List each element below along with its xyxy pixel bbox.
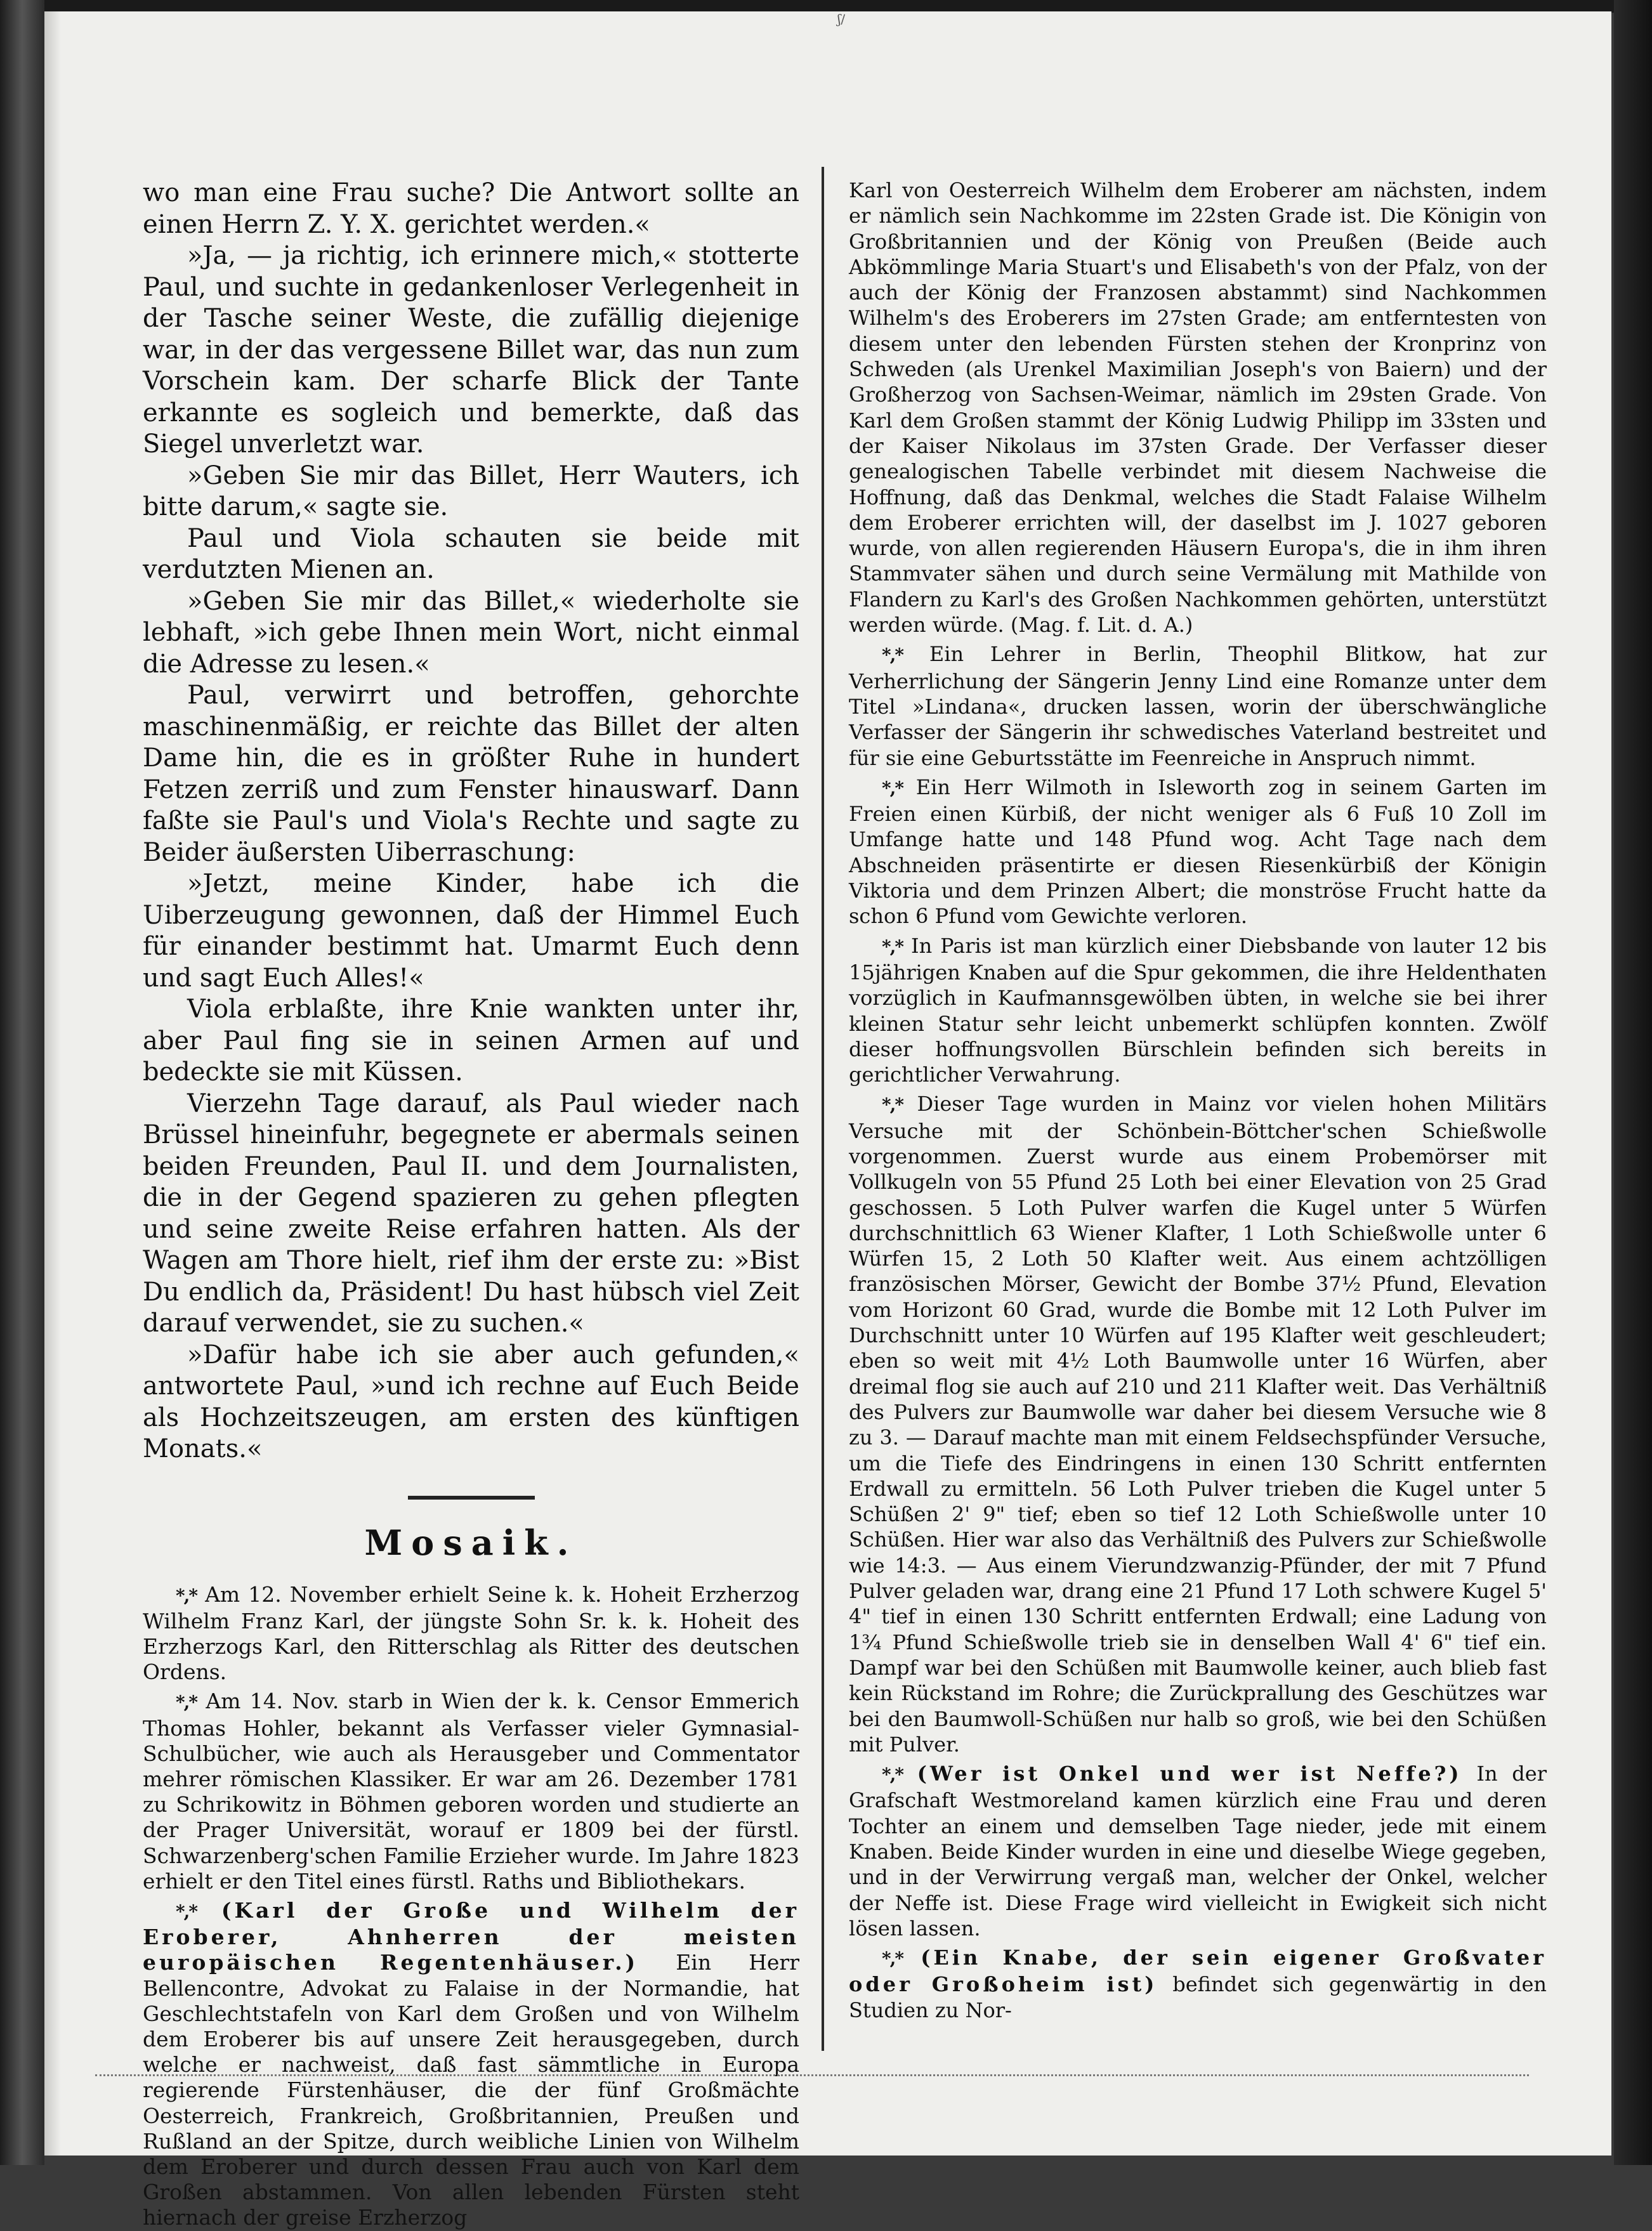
newspaper-page <box>44 11 1611 2230</box>
news-item-text: Ein Lehrer in Berlin, Theophil Blitkow, hat zur Verherrlichung der Sängerin Jenny Lind eine Romanze unter dem Titel »Lindana«, drucken lassen, worin der überschwängliche Verfasser der Sängerin ihr schwedisches Vaterland bestreitet und für sie eine Geburtsstätte im Feenreiche in Anspruch nimmt. <box>849 642 1547 770</box>
story-continuation <box>143 178 799 1465</box>
top-margin-note: ʃ/ <box>837 11 846 27</box>
news-item-heading: (Karl der Große und Wilhelm der Eroberer, Ahnherren der meisten europäischen Regentenhäuser.) <box>143 1897 799 1975</box>
news-item-text: In Paris ist man kürzlich einer Diebsbande von lauter 12 bis 15jährigen Knaben auf die Spur gekommen, die ihre Heldenthaten vorzüglich in Kaufmannsgewölben übten, in welche sie bei ihrer kleinen Statur sehr leicht unbemerkt schlüpfen konnten. Zwölf dieser hoffnungsvollen Bürschlein befinden sich bereits in gerichtlicher Verwahrung. <box>849 933 1547 1087</box>
story-paragraph: »Dafür habe ich sie aber auch gefunden,« antwortete Paul, »und ich rechne auf Euch Beide als Hochzeitszeugen, am ersten des künftigen Monats.« <box>143 1340 799 1463</box>
mosaic-news <box>143 1582 799 2231</box>
asterism-icon: *,* <box>176 1901 197 1922</box>
story-paragraph: Paul und Viola schauten sie beide mit verdutzten Mienen an. <box>143 523 799 584</box>
news-item-heading: (Wer ist Onkel und wer ist Neffe?) <box>917 1762 1462 1786</box>
news-item <box>849 178 1547 638</box>
asterism-icon: *,* <box>882 1094 903 1116</box>
news-item <box>849 1761 1547 1941</box>
news-item-text: In der Grafschaft Westmoreland kamen kürzlich eine Frau und deren Tochter an einem und demselben Tage nieder, jede mit einem Knaben. Beide Kinder wurden in eine und dieselbe Wiege gegeben, und in der Verwirrung vergaß man, welcher der Onkel, welcher der Neffe ist. Diese Frage wird vielleicht in Ewigkeit sich nicht lösen lassen. <box>849 1762 1547 1940</box>
news-item <box>849 1945 1547 2023</box>
news-item <box>849 933 1547 1088</box>
news-item-text: Am 14. Nov. starb in Wien der k. k. Censor Emmerich Thomas Hohler, bekannt als Verfasser vieler Gymnasial-Schulbücher, wie auch als Herausgeber und Commentator mehrer römischen Klassiker. Er war am 26. Dezember 1781 zu Schrikowitz in Böhmen geboren worden und studierte an der Prager Universität, worauf er 1809 bei der fürstl. Schwarzenberg'schen Familie Erzieher wurde. Im Jahre 1823 erhielt er den Titel eines fürstl. Raths und Bibliothekars. <box>143 1689 799 1894</box>
right-column <box>849 178 1547 2023</box>
story-paragraph: »Jetzt, meine Kinder, habe ich die Uiberzeugung gewonnen, daß der Himmel Euch für einander bestimmt hat. Umarmt Euch denn und sagt Euch Alles!« <box>143 869 799 993</box>
asterism-icon: *,* <box>882 1948 903 1970</box>
section-divider <box>408 1496 535 1500</box>
bottom-dotted-border <box>95 2074 1529 2077</box>
column-rule <box>822 167 824 2051</box>
news-item-text: Am 12. November erhielt Seine k. k. Hoheit Erzherzog Wilhelm Franz Karl, der jüngste Sohn Sr. k. k. Hoheit des Erzherzogs Karl, den Ritterschlag als Ritter des deutschen Ordens. <box>143 1581 799 1685</box>
scan-binding-shadow <box>0 0 44 2165</box>
asterism-icon: *,* <box>176 1692 197 1713</box>
news-item <box>143 1898 799 2231</box>
news-item-text: Ein Herr Bellencontre, Advokat zu Falaise in der Normandie, hat Geschlechtstafeln von Karl dem Großen und von Wilhelm dem Eroberer bis auf unsere Zeit herausgegeben, durch welche er nachweist, daß fast sämmtliche in Europa regierende Fürstenhäuser, die der fünf Großmächte Oesterreich, Frankreich, Großbritannien, Preußen und Rußland an der Spitze, durch weibliche Linien von Wilhelm dem Eroberer und durch dessen Frau auch von Karl dem Großen abstammen. Von allen lebenden Fürsten steht hiernach der greise Erzherzog <box>143 1950 799 2230</box>
news-item <box>849 775 1547 929</box>
news-item-text: befindet sich gegenwärtig in den Studien zu Nor- <box>849 1972 1547 2022</box>
story-paragraph: »Geben Sie mir das Billet, Herr Wauters, ich bitte darum,« sagte sie. <box>143 461 799 521</box>
page-gutter-shading <box>44 11 61 2156</box>
news-item-text: Karl von Oesterreich Wilhelm dem Eroberer am nächsten, indem er nämlich sein Nachkomme im 22sten Grade ist. Die Königin von Großbritannien und der König von Preußen (Beide auch Abkömmlinge Maria Stuart's und Elisabeth's von der Pfalz, von der auch der König der Franzosen abstammt) sind Nachkommen Wilhelm's des Eroberers im 27sten Grade; am entferntesten von diesem unter den lebenden Fürsten stehen der Kronprinz von Schweden (als Urenkel Maximilian Joseph's von Baiern) und der Großherzog von Sachsen-Weimar, nämlich im 29sten Grade. Von Karl dem Großen stammt der König Ludwig Philipp im 33sten und der Kaiser Nikolaus im 37sten Grade. Der Verfasser dieser genealogischen Tabelle verbindet mit diesem Nachweise die Hoffnung, daß das Denkmal, welches die Stadt Falaise Wilhelm dem Eroberer errichten will, der daselbst im J. 1027 geboren wurde, von allen regierenden Häusern Europa's, die in ihm ihren Stammvater sähen und durch seine Vermälung mit Mathilde von Flandern zu Karl's des Großen Nachkommen gehörten, unterstützt werden würde. (Mag. f. Lit. d. A.) <box>849 178 1547 638</box>
story-paragraph: wo man eine Frau suche? Die Antwort sollte an einen Herrn Z. Y. X. gerichtet werden.« <box>143 178 799 239</box>
story-paragraph: Viola erblaßte, ihre Knie wankten unter ihr, aber Paul fing sie in seinen Armen auf und bedeckte sie mit Küssen. <box>143 995 799 1087</box>
story-paragraph: Vierzehn Tage darauf, als Paul wieder nach Brüssel hineinfuhr, begegnete er abermals seinen beiden Freunden, Paul II. und dem Journalisten, die in der Gegend spazieren zu gehen pflegten und seine zweite Reise erfahren hatten. Als der Wagen am Thore hielt, rief ihm der erste zu: »Bist Du endlich da, Präsident! Du hast hübsch viel Zeit darauf verwendet, sie zu suchen.« <box>143 1089 799 1338</box>
news-item <box>849 641 1547 770</box>
scan-top-edge <box>0 0 1652 13</box>
news-item-heading: (Ein Knabe, der sein eigener Großvater oder Großoheim ist) <box>849 1946 1547 1997</box>
asterism-icon: *,* <box>882 1764 903 1786</box>
news-item-text: Ein Herr Wilmoth in Isleworth zog in seinem Garten im Freien einen Kürbiß, der nicht weniger als 6 Fuß 10 Zoll im Umfange hatte und 148 Pfund wog. Acht Tage nach dem Abschneiden präsentirte er diesen Riesenkürbiß der Königin Viktoria und dem Prinzen Albert; die monströse Frucht hatte da schon 6 Pfund vom Gewichte verloren. <box>849 775 1547 929</box>
left-column <box>143 178 799 2231</box>
asterism-icon: *,* <box>882 777 903 799</box>
section-title-mosaik: Mosaik. <box>364 1522 578 1563</box>
asterism-icon: *,* <box>882 936 903 957</box>
story-paragraph: »Geben Sie mir das Billet,« wiederholte sie lebhaft, »ich gebe Ihnen mein Wort, nicht einmal die Adresse zu lesen.« <box>143 586 799 679</box>
asterism-icon: *,* <box>882 644 903 666</box>
news-item <box>143 1582 799 1685</box>
asterism-icon: *,* <box>176 1585 197 1606</box>
scan-right-edge <box>1614 0 1652 2165</box>
news-item-text: Dieser Tage wurden in Mainz vor vielen hohen Militärs Versuche mit der Schönbein-Böttcher'schen Schießwolle vorgenommen. Zuerst wurde aus einem Probemörser mit Vollkugeln von 55 Pfund 25 Loth bei einer Elevation von 25 Grad geschossen. 5 Loth Pulver warfen die Kugel unter 5 Würfen durchschnittlich 63 Wiener Klafter, 1 Loth Schießwolle unter 6 Würfen 15, 2 Loth 50 Klafter weit. Aus einem achtzölligen französischen Mörser, Gewicht der Bombe 37½ Pfund, Elevation vom Horizont 60 Grad, wurde die Bombe mit 12 Loth Pulver im Durchschnitt unter 10 Würfen auf 195 Klafter weit geschleudert; eben so weit mit 4½ Loth Baumwolle unter 16 Würfen, aber dreimal flog sie auch auf 210 und 211 Klafter weit. Das Verhältniß des Pulvers zur Baumwolle war daher bei diesem Versuche wie 8 zu 3. — Darauf machte man mit einem Feldsechspfünder Versuche, um die Tiefe des Eindringens in einen 130 Schritt entfernten Erdwall zu ermitteln. 56 Loth Pulver trieben die Kugel unter 5 Schüßen 2' 9" tief; eben so tief 12 Loth Schießwolle unter 10 Schüßen. Hier war also das Verhältniß des Pulvers zur Schießwolle wie 14:3. — Aus einem Vierundzwanzig-Pfünder, der mit 7 Pfund Pulver geladen war, drang eine 21 Pfund 17 Loth schwere Kugel 5' 4" tief in einen 130 Schritt entfernten Erdwall; eine Ladung von 1¾ Pfund Schießwolle trieb sie in denselben Wall 4' 6" tief ein. Dampf war bei den Schüßen mit Baumwolle keiner, auch blieb fast kein Rückstand im Rohre; die Zurückprallung des Geschützes war bei den Baumwoll-Schüßen nur halb so groß, wie bei den Schüßen mit Pulver. <box>849 1092 1547 1757</box>
story-paragraph: Paul, verwirrt und betroffen, gehorchte maschinenmäßig, er reichte das Billet der alten Dame hin, die es in größter Ruhe in hundert Fetzen zerriß und zum Fenster hinauswarf. Dann faßte sie Paul's und Viola's Rechte und sagte zu Beider äußersten Uiberraschung: <box>143 681 799 867</box>
news-item <box>849 1091 1547 1757</box>
mosaic-news-continued <box>849 178 1547 2023</box>
story-paragraph: »Ja, — ja richtig, ich erinnere mich,« stotterte Paul, und suchte in gedankenloser Verlegenheit in der Tasche seiner Weste, die zufällig diejenige war, in der das vergessene Billet war, das nun zum Vorschein kam. Der scharfe Blick der Tante erkannte es sogleich und bemerkte, daß das Siegel unverletzt war. <box>143 241 799 459</box>
news-item <box>143 1689 799 1894</box>
